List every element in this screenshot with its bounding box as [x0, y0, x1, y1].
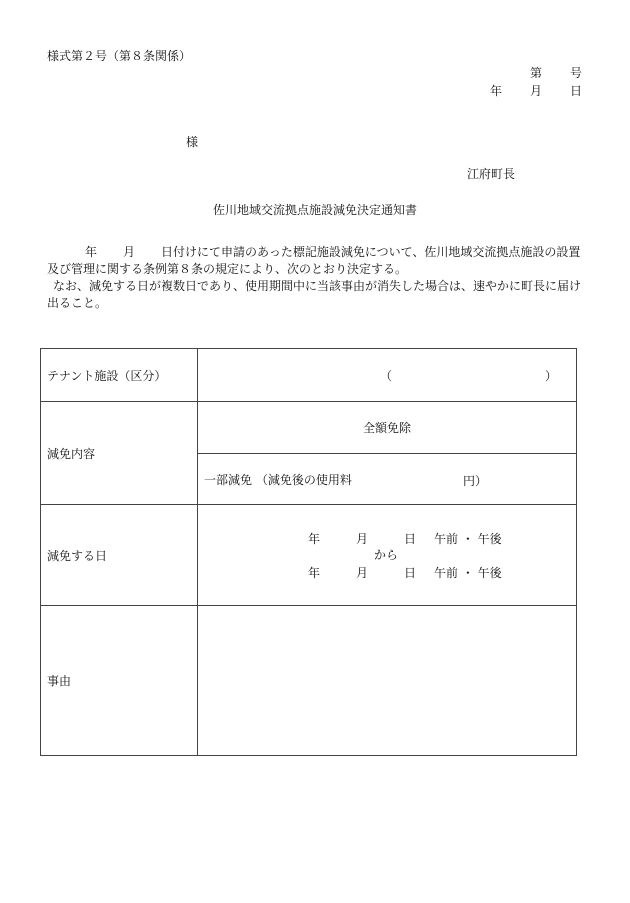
partial-exemption-yen: 円）: [463, 474, 488, 488]
issuer-name: 江府町長: [467, 167, 516, 181]
body-paragraph-1: [47, 244, 587, 278]
tenant-label: テナント施設（区分）: [41, 349, 198, 402]
body-month: 月: [123, 245, 136, 259]
number-dai-label: 第: [530, 66, 543, 80]
date-year-label: 年: [490, 84, 503, 98]
date-end-month: 月: [356, 566, 369, 580]
reason-label: 事由: [41, 606, 198, 756]
full-exemption-option[interactable]: 全額免除: [198, 402, 577, 454]
date-month-label: 月: [530, 84, 543, 98]
form-number: 様式第２号（第８条関係）: [47, 49, 192, 63]
tenant-row: [41, 349, 577, 402]
addressee-honorific: 様: [186, 135, 199, 149]
date-start-year: 年: [308, 532, 321, 546]
body-text: [47, 244, 587, 312]
body-paragraph-1-text: 日付けにて申請のあった標記施設減免について、佐川地域交流拠点施設の設置及び管理に関する条例第８条の規定により、次のとおり決定する。: [47, 245, 581, 276]
date-field[interactable]: [198, 505, 577, 606]
tenant-field[interactable]: [198, 349, 577, 402]
date-kara: から: [374, 548, 399, 562]
date-start-day: 日: [404, 532, 417, 546]
exemption-label: 減免内容: [41, 402, 198, 505]
reason-row: [41, 606, 577, 756]
date-start-month: 月: [356, 532, 369, 546]
tenant-paren-close: ）: [545, 369, 558, 383]
date-end-day: 日: [404, 566, 417, 580]
document-title: 佐川地域交流拠点施設減免決定通知書: [212, 203, 417, 217]
body-year: 年: [85, 245, 98, 259]
date-end-year: 年: [308, 566, 321, 580]
date-row: [41, 505, 577, 606]
reason-field[interactable]: [198, 606, 577, 756]
partial-exemption-label: 一部減免 （減免後の使用料: [204, 472, 352, 487]
body-paragraph-2-text: なお、減免する日が複数日であり、使用期間中に当該事由が消失した場合は、速やかに町長に届け出ること。: [47, 279, 582, 310]
number-go-label: 号: [570, 66, 583, 80]
tenant-paren-open: （: [380, 369, 393, 383]
full-exemption-row: [41, 402, 577, 454]
partial-exemption-option[interactable]: [198, 454, 577, 505]
date-start-ampm: 午前 ・ 午後: [434, 532, 502, 546]
date-end-ampm: 午前 ・ 午後: [434, 566, 502, 580]
date-day-label: 日: [570, 84, 583, 98]
exemption-table: [40, 348, 577, 756]
body-paragraph-2: [47, 278, 587, 312]
date-label: 減免する日: [41, 505, 198, 606]
